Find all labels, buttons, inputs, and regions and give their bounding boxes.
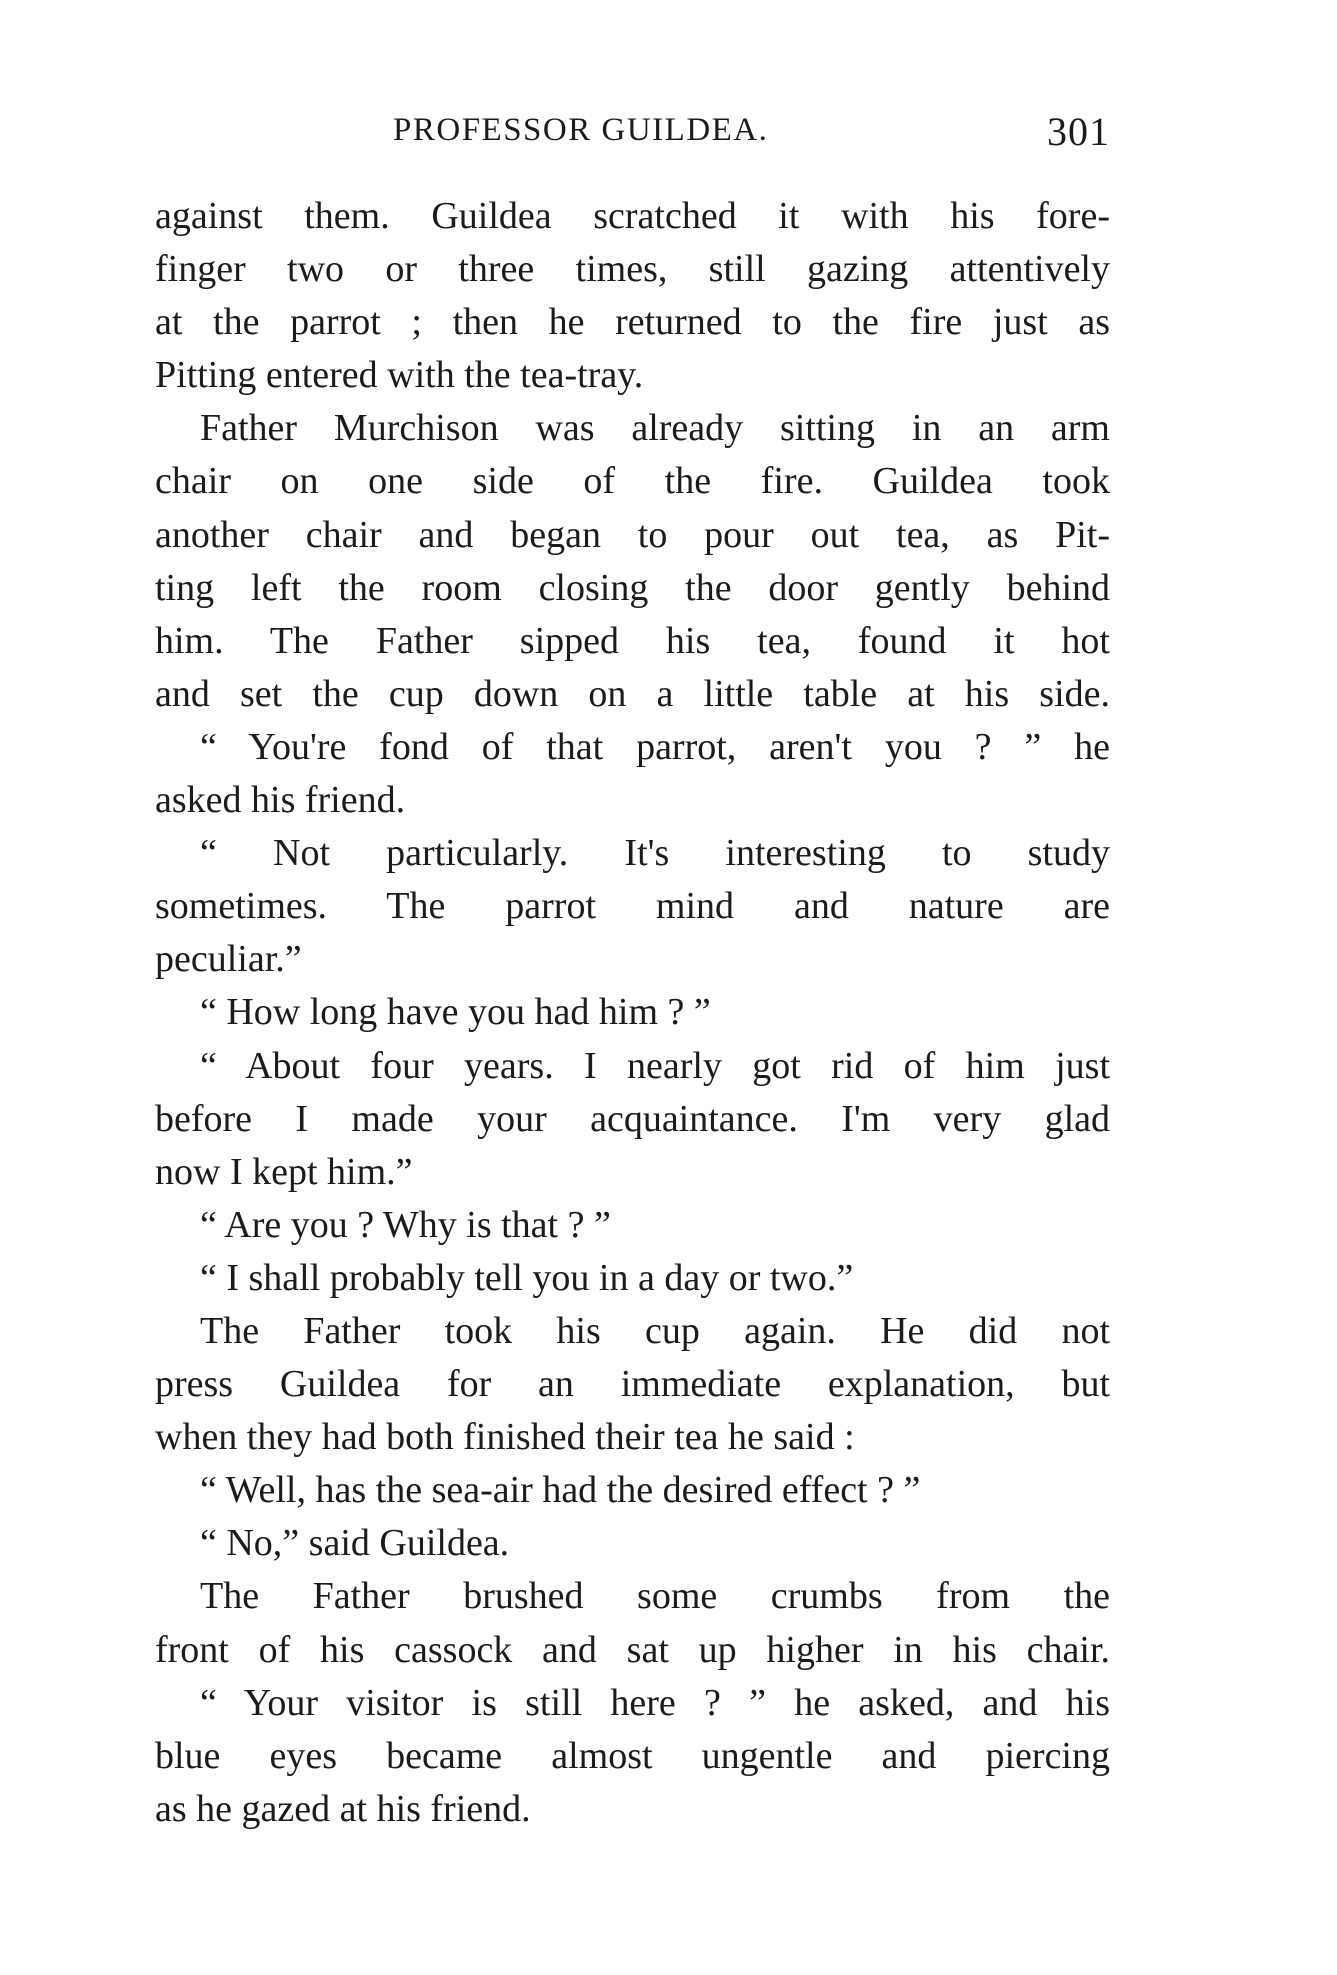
text-line: chair on one side of the fire. Guildea took bbox=[155, 460, 1110, 503]
text-line: him. The Father sipped his tea, found it hot bbox=[155, 619, 1110, 662]
text-line: as he gazed at his friend. bbox=[155, 1787, 531, 1830]
text-line: “ Well, has the sea-air had the desired effect ? ” bbox=[200, 1469, 921, 1512]
text-line: The Father brushed some crumbs from the bbox=[200, 1575, 1110, 1618]
text-line: peculiar.” bbox=[155, 938, 302, 981]
text-line: at the parrot ; then he returned to the fire just as bbox=[155, 301, 1110, 344]
page-number: 301 bbox=[1047, 109, 1110, 154]
text-line: “ You're fond of that parrot, aren't you ? ” he bbox=[200, 725, 1110, 768]
text-line: against them. Guildea scratched it with his fore- bbox=[155, 195, 1110, 237]
text-line: press Guildea for an immediate explanation, but bbox=[155, 1363, 1110, 1406]
text-line: “ No,” said Guildea. bbox=[200, 1522, 510, 1565]
text-line: “ About four years. I nearly got rid of him just bbox=[200, 1044, 1110, 1087]
text-line: “ Your visitor is still here ? ” he asked, and his bbox=[200, 1681, 1110, 1724]
text-line: sometimes. The parrot mind and nature are bbox=[155, 885, 1110, 928]
body-text bbox=[155, 190, 1110, 1836]
text-line: “ I shall probably tell you in a day or two.” bbox=[200, 1256, 854, 1299]
text-line: ting left the room closing the door gently behind bbox=[155, 566, 1110, 609]
text-line: and set the cup down on a little table at his side. bbox=[155, 672, 1110, 715]
text-line: blue eyes became almost ungentle and piercing bbox=[155, 1734, 1110, 1777]
text-line: when they had both finished their tea he said : bbox=[155, 1416, 855, 1459]
text-line: The Father took his cup again. He did not bbox=[200, 1309, 1110, 1352]
text-line: finger two or three times, still gazing attentively bbox=[155, 248, 1110, 291]
page-header bbox=[155, 108, 1110, 158]
running-title: PROFESSOR GUILDEA. bbox=[393, 112, 769, 148]
text-line: another chair and began to pour out tea, as Pit- bbox=[155, 513, 1110, 556]
text-line: Pitting entered with the tea-tray. bbox=[155, 354, 644, 397]
text-line: “ Not particularly. It's interesting to study bbox=[200, 832, 1110, 875]
text-line: “ How long have you had him ? ” bbox=[200, 991, 711, 1034]
text-line: before I made your acquaintance. I'm very glad bbox=[155, 1097, 1110, 1140]
text-line: “ Are you ? Why is that ? ” bbox=[200, 1203, 611, 1246]
text-line: front of his cassock and sat up higher in his chair. bbox=[155, 1628, 1110, 1671]
text-line: asked his friend. bbox=[155, 779, 406, 822]
text-line: now I kept him.” bbox=[155, 1150, 413, 1193]
text-line: Father Murchison was already sitting in an arm bbox=[200, 407, 1110, 450]
